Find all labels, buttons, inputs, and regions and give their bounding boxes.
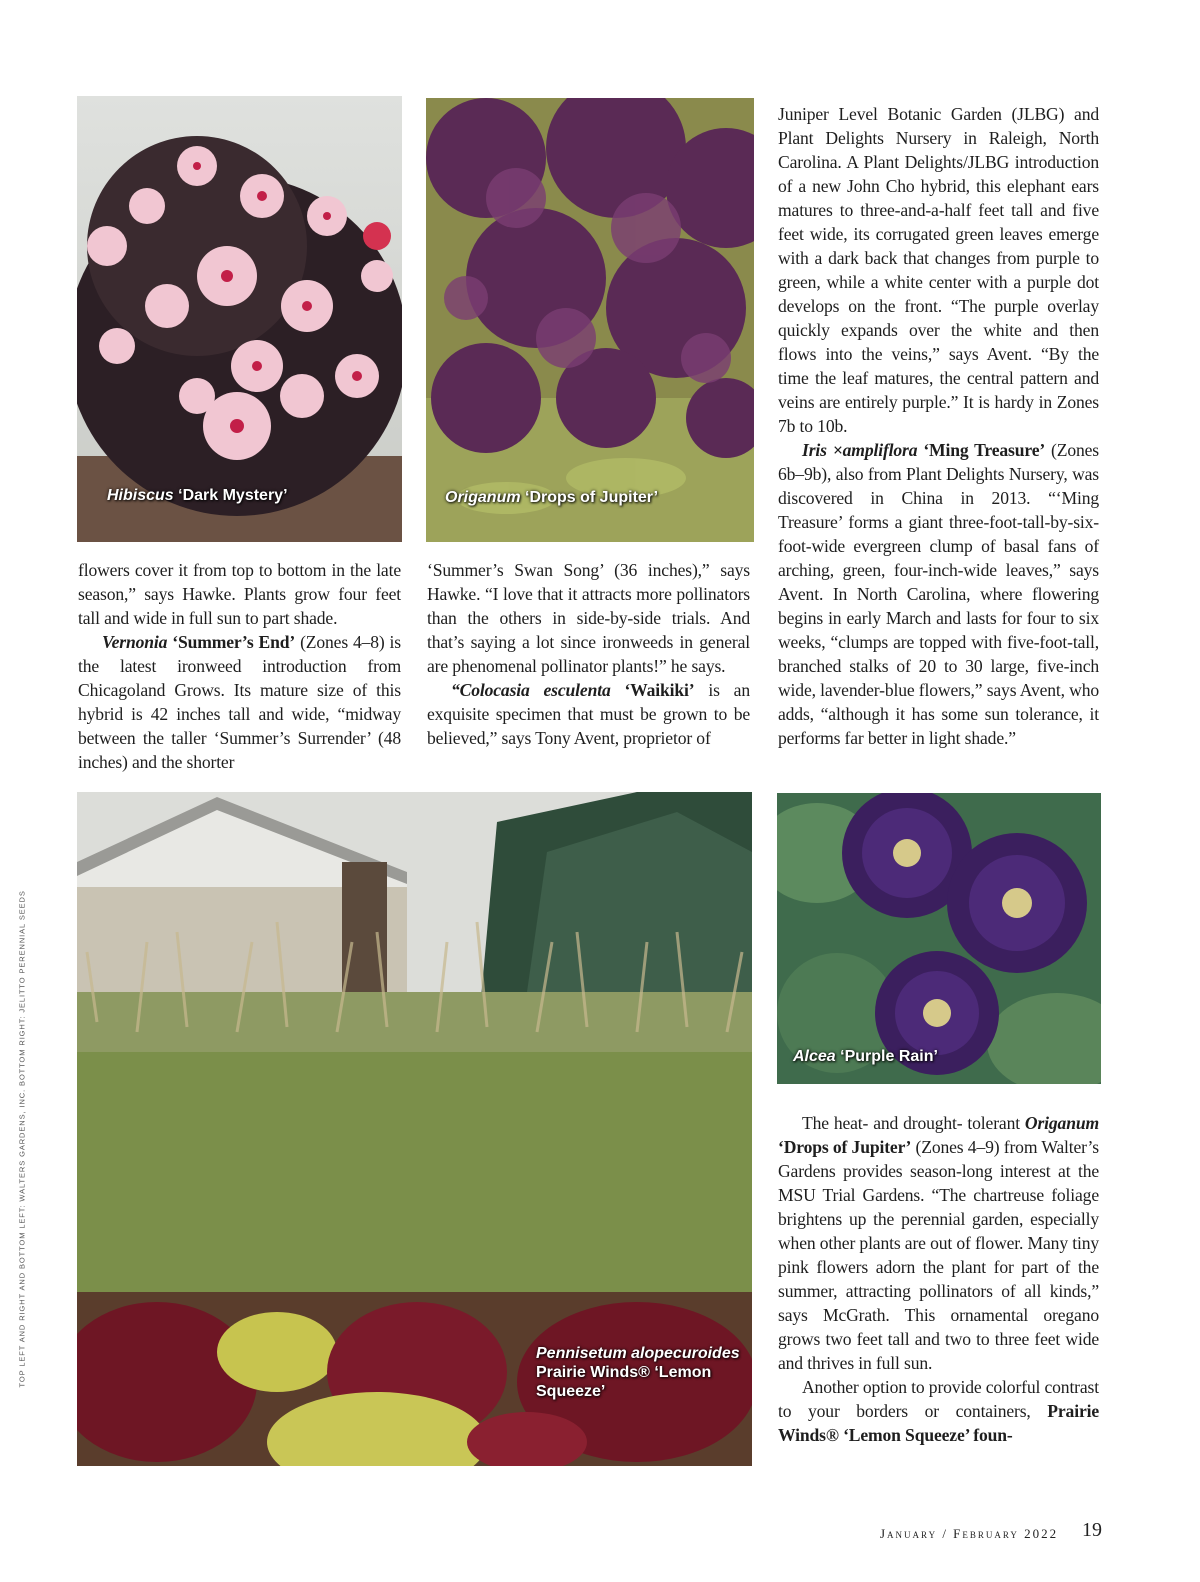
caption-pennisetum-genus: Pennisetum alopecuroides — [536, 1345, 740, 1362]
col2-paragraph-2: “Colocasia esculenta ‘Waikiki’ is an exquisite specimen that must be grown to be believed,” says Tony Avent, proprietor of — [427, 680, 750, 748]
col1-paragraph-2: Vernonia ‘Summer’s End’ (Zones 4–8) is the latest ironweed introduction from Chicagoland Grows. Its mature size of this hybrid is 42 inches tall and wide, “midway between the taller ‘Summer’s Surrender’ (48 inches) and the shorter — [78, 632, 401, 772]
col3-paragraph-1: Juniper Level Botanic Garden (JLBG) and Plant Delights Nursery in Raleigh, North Carolina. A Plant Delights/JLBG introduction of a new John Cho hybrid, this elephant ears matures to three-and-a-half feet tall and five feet wide, its corrugated green leaves emerge with a dark back that changes from purple to green, while a white center with a purple dot develops on the front. “The purple overlay quickly expands over the white and then flows into the veins,” says Avent. “By the time the leaf matures, the central pattern and veins are entirely purple.” It is hardy in Zones 7b to 10b. — [778, 104, 1099, 436]
photo-credit: TOP LEFT AND RIGHT AND BOTTOM LEFT: WALTERS GARDENS, INC. BOTTOM RIGHT: JELITTO PERENNIAL SEEDS — [17, 890, 27, 1388]
photo-alcea — [777, 793, 1101, 1084]
caption-pennisetum: Pennisetum alopecuroides Prairie Winds® ‘Lemon Squeeze’ — [536, 1345, 740, 1400]
column-1-text — [78, 558, 401, 774]
hibiscus-image — [77, 96, 402, 542]
page-number: 19 — [1082, 1519, 1102, 1541]
photo-hibiscus — [77, 96, 402, 542]
col3-paragraph-4: Another option to provide colorful contrast to your borders or containers, Prairie Winds® ‘Lemon Squeeze’ foun- — [778, 1377, 1099, 1445]
caption-alcea: Alcea ‘Purple Rain’ — [793, 1048, 938, 1065]
col3-paragraph-3: The heat- and drought- tolerant Origanum ‘Drops of Jupiter’ (Zones 4–9) from Walter’s Gardens provides season-long interest at the MSU Trial Gardens. “The chartreuse foliage brightens up the perennial garden, especially when other plants are out of flower. Many tiny pink flowers adorn the plant for part of the summer, attracting pollinators of all kinds,” says McGrath. This ornamental oregano grows two feet tall and two to three feet wide and thrives in full sun. — [778, 1113, 1099, 1373]
column-2-text — [427, 558, 750, 750]
caption-origanum: Origanum ‘Drops of Jupiter’ — [445, 489, 659, 506]
col3-paragraph-2: Iris ×ampliflora ‘Ming Treasure’ (Zones 6b–9b), also from Plant Delights Nursery, was discovered in China in 2013. “‘Ming Treasure’ forms a giant three-foot-tall-by-six-foot-wide evergreen clump of basal fans of arching, green, four-inch-wide leaves,” says Avent. In North Carolina, where flowering begins in early March and lasts for four to six weeks, “clumps are topped with five-foot-tall, branched stalks of 20 to 30 large, five-inch wide, lavender-blue flowers,” says Avent, who adds, “although it has some sun tolerance, it performs far better in light shade.” — [778, 440, 1099, 748]
photo-pennisetum — [77, 792, 752, 1466]
alcea-image — [777, 793, 1101, 1084]
column-3-top-text — [778, 102, 1099, 750]
caption-hibiscus: Hibiscus ‘Dark Mystery’ — [107, 487, 288, 504]
origanum-image — [426, 98, 754, 542]
col2-paragraph-1: ‘Summer’s Swan Song’ (36 inches),” says Hawke. “I love that it attracts more pollinators than the others in side-by-side trials. And that’s saying a lot since ironweeds in general are phenomenal pollinator plants!” he says. — [427, 560, 750, 676]
issue-date: January / February 2022 — [880, 1526, 1059, 1541]
col1-paragraph-1: flowers cover it from top to bottom in the late season,” says Hawke. Plants grow four feet tall and wide in full sun to part shade. — [78, 560, 401, 628]
column-3-bottom-text — [778, 1111, 1099, 1447]
photo-origanum — [426, 98, 754, 542]
